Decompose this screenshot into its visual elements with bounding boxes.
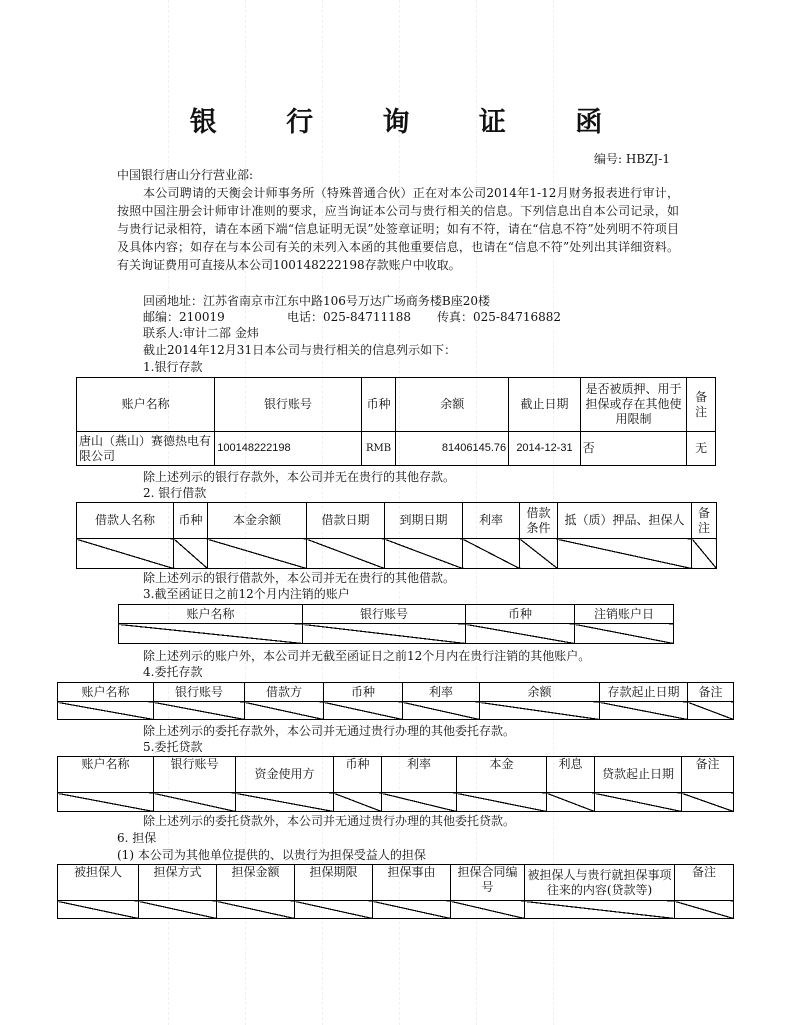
- table-row: [77, 539, 717, 569]
- empty-cell: [208, 539, 307, 569]
- header-cell: 余额: [396, 378, 509, 432]
- header-cell: 币种: [334, 757, 382, 793]
- header-cell: 银行账号: [154, 683, 245, 702]
- empty-cell: [466, 624, 575, 644]
- header-cell: 贷款起止日期: [595, 757, 682, 793]
- empty-cell: [324, 702, 403, 720]
- empty-cell: [520, 539, 558, 569]
- reference-number: 编号: HBZJ-1: [594, 152, 670, 166]
- table-header-row: [77, 378, 716, 432]
- header-cell: 账户名称: [77, 378, 215, 432]
- empty-cell: [154, 702, 245, 720]
- account-name: 唐山（燕山）赛德热电有限公司: [77, 432, 215, 466]
- header-cell: 借款日期: [307, 503, 385, 539]
- empty-cell: [58, 702, 154, 720]
- empty-cell: [154, 793, 236, 812]
- empty-cell: [77, 539, 174, 569]
- bank-deposit-table: [76, 377, 716, 466]
- header-cell: 担保合同编号: [451, 865, 525, 901]
- empty-cell: [688, 702, 734, 720]
- table-header-row: [77, 503, 717, 539]
- header-cell: 担保事由: [373, 865, 451, 901]
- header-cell: 账户名称: [58, 683, 154, 702]
- cutoff-note: 截止2014年12月31日本公司与贵行相关的信息列示如下：: [143, 343, 457, 357]
- header-cell: 借款人名称: [77, 503, 174, 539]
- closed-accounts-table: [118, 604, 674, 644]
- contact: 联系人:审计二部 金炜: [143, 326, 259, 340]
- guarantee-table: [57, 864, 734, 919]
- table-header-row: [58, 683, 734, 702]
- empty-cell: [451, 901, 525, 919]
- entrusted-deposit-table: [57, 682, 734, 720]
- header-cell: 银行账号: [303, 605, 466, 624]
- bank-loan-table: [76, 502, 717, 569]
- table-row: [119, 624, 674, 644]
- currency: RMB: [361, 432, 396, 466]
- empty-cell: [58, 793, 154, 812]
- empty-cell: [303, 624, 466, 644]
- header-cell: 备注: [682, 757, 734, 793]
- section-4-footnote: 除上述列示的委托存款外，本公司并无通过贵行办理的其他委托存款。: [143, 724, 516, 738]
- header-cell: 备注: [692, 503, 717, 539]
- entrusted-loan-table: [57, 756, 734, 812]
- header-cell: 银行账号: [154, 757, 236, 793]
- empty-cell: [382, 793, 457, 812]
- empty-cell: [600, 702, 688, 720]
- section-1-heading: 1.银行存款: [143, 360, 203, 374]
- empty-cell: [245, 702, 324, 720]
- table-header-row: [58, 865, 734, 901]
- empty-cell: [217, 901, 295, 919]
- intro-paragraph: 本公司聘请的天衡会计师事务所（特殊普通合伙）正在对本公司2014年1-12月财务报表进行审计，按照中国注册会计师审计准则的要求，应当询证本公司与贵行相关的信息。下列信息出自本公司记录，如与贵行记录相符，请在本函下端“信息证明无误”处签章证明；如有不符，请在“信息不符”处列明不符项目及具体内容；如存在与本公司有关的未列入本函的其他重要信息，也请在“信息不符”处列出其详细资料。有关询证费用可直接从本公司100148222198存款账户中收取。: [117, 186, 679, 272]
- section-3-footnote: 除上述列示的账户外，本公司并无截至函证日之前12个月内在贵行注销的其他账户。: [143, 649, 591, 663]
- header-cell: 借款方: [245, 683, 324, 702]
- header-cell: 注销账户日: [575, 605, 674, 624]
- empty-cell: [139, 901, 217, 919]
- section-6-heading: 6. 担保: [117, 831, 157, 845]
- section-3-heading: 3.截至函证日之前12个月内注销的账户: [143, 587, 350, 601]
- header-cell: 本金: [457, 757, 547, 793]
- header-cell: 是否被质押、用于担保或存在其他使用限制: [580, 378, 687, 432]
- addressee: 中国银行唐山分行营业部:: [117, 168, 254, 182]
- empty-cell: [307, 539, 385, 569]
- empty-cell: [463, 539, 520, 569]
- empty-cell: [547, 793, 595, 812]
- header-cell: 利息: [547, 757, 595, 793]
- fax: 传真：025-84716882: [437, 310, 562, 324]
- header-cell: 被担保人与贵行就担保事项往来的内容(贷款等): [525, 865, 675, 901]
- header-cell: 银行账号: [215, 378, 361, 432]
- header-cell: 币种: [361, 378, 396, 432]
- header-cell: 币种: [466, 605, 575, 624]
- header-cell: 账户名称: [119, 605, 303, 624]
- postcode: 邮编：210019: [143, 310, 225, 324]
- restriction: 否: [580, 432, 687, 466]
- header-cell: 存款起止日期: [600, 683, 688, 702]
- section-4-heading: 4.委托存款: [143, 665, 203, 679]
- section-5-footnote: 除上述列示的委托贷款外，本公司并无通过贵行办理的其他委托贷款。: [143, 814, 516, 828]
- header-cell: 到期日期: [385, 503, 463, 539]
- header-cell: 截止日期: [509, 378, 581, 432]
- empty-cell: [403, 702, 480, 720]
- empty-cell: [373, 901, 451, 919]
- header-cell: 借款条件: [520, 503, 558, 539]
- header-cell: 备注: [687, 378, 716, 432]
- empty-cell: [58, 901, 139, 919]
- section-5-heading: 5.委托贷款: [143, 740, 203, 754]
- header-cell: 利率: [403, 683, 480, 702]
- header-cell: 利率: [463, 503, 520, 539]
- empty-cell: [295, 901, 373, 919]
- header-cell: 担保期限: [295, 865, 373, 901]
- account-number: 100148222198: [215, 432, 361, 466]
- empty-cell: [174, 539, 208, 569]
- header-cell: 币种: [324, 683, 403, 702]
- empty-cell: [525, 901, 675, 919]
- section-2-heading: 2. 银行借款: [143, 486, 207, 500]
- empty-cell: [119, 624, 303, 644]
- empty-cell: [692, 539, 717, 569]
- empty-cell: [558, 539, 692, 569]
- reply-address: 回函地址：江苏省南京市江东中路106号万达广场商务楼B座20楼: [143, 294, 490, 308]
- header-cell: 余额: [480, 683, 600, 702]
- header-cell: 备注: [688, 683, 734, 702]
- header-cell: 担保金额: [217, 865, 295, 901]
- header-cell: 备注: [675, 865, 734, 901]
- empty-cell: [385, 539, 463, 569]
- table-row: [58, 793, 734, 812]
- header-cell: 资金使用方: [236, 757, 334, 793]
- empty-cell: [457, 793, 547, 812]
- empty-cell: [595, 793, 682, 812]
- empty-cell: [236, 793, 334, 812]
- empty-cell: [334, 793, 382, 812]
- header-cell: 担保方式: [139, 865, 217, 901]
- empty-cell: [675, 901, 734, 919]
- header-cell: 账户名称: [58, 757, 154, 793]
- header-cell: 本金余额: [208, 503, 307, 539]
- table-header-row: [58, 757, 734, 793]
- header-cell: 抵（质）押品、担保人: [558, 503, 692, 539]
- header-cell: 被担保人: [58, 865, 139, 901]
- empty-cell: [480, 702, 600, 720]
- empty-cell: [682, 793, 734, 812]
- table-row: [58, 901, 734, 919]
- table-row: [58, 702, 734, 720]
- header-cell: 币种: [174, 503, 208, 539]
- balance: 81406145.76: [396, 432, 509, 466]
- table-header-row: [119, 605, 674, 624]
- section-1-footnote: 除上述列示的银行存款外，本公司并无在贵行的其他存款。: [143, 470, 456, 484]
- table-row: [77, 432, 716, 466]
- cutoff-date: 2014-12-31: [509, 432, 581, 466]
- document-title: 银 行 询 证 函: [189, 107, 633, 138]
- remark: 无: [687, 432, 716, 466]
- header-cell: 利率: [382, 757, 457, 793]
- section-6-subheading: (1) 本公司为其他单位提供的、以贵行为担保受益人的担保: [117, 848, 426, 862]
- empty-cell: [575, 624, 674, 644]
- phone: 电话：025-84711188: [287, 310, 412, 324]
- section-2-footnote: 除上述列示的银行借款外，本公司并无在贵行的其他借款。: [143, 571, 456, 585]
